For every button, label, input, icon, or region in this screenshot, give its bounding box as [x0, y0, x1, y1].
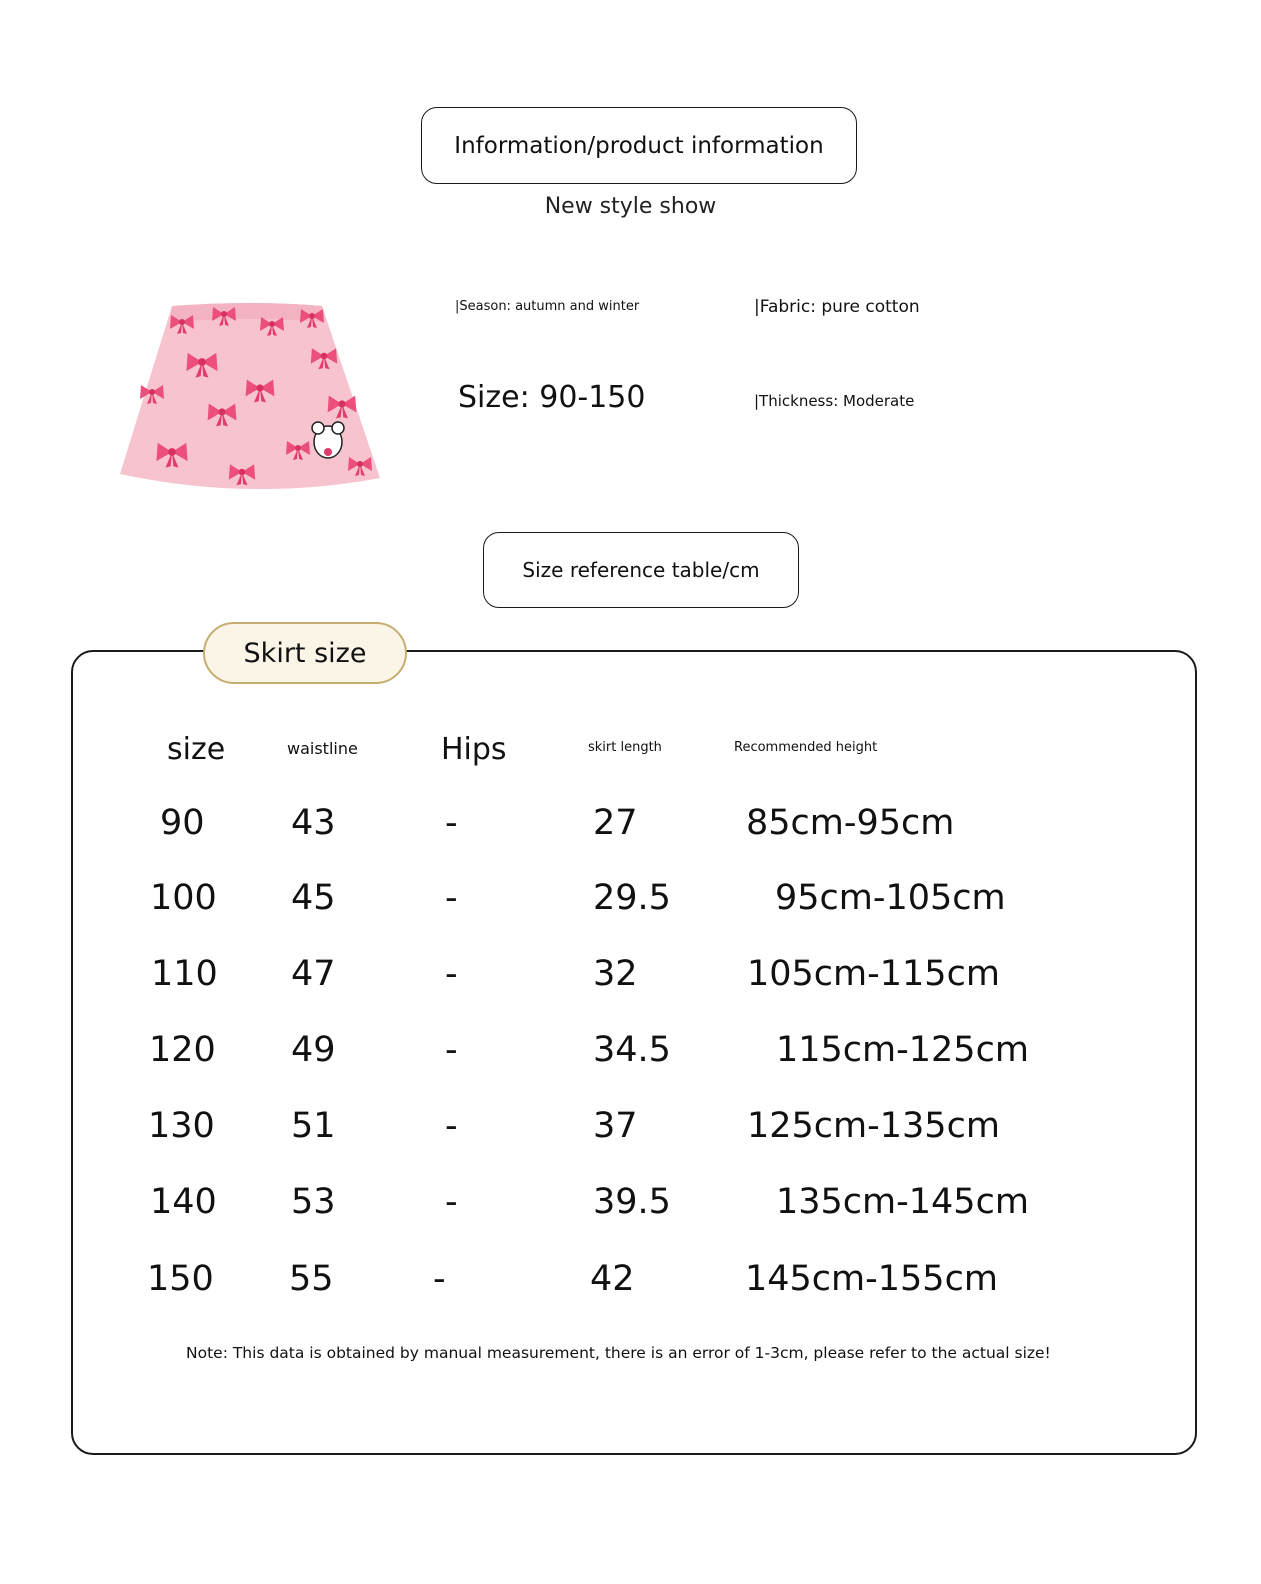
size-cell: 130 — [148, 1106, 215, 1146]
fabric-spec: |Fabric: pure cotton — [754, 297, 920, 317]
column-header-skirt-length: skirt length — [588, 740, 662, 755]
skirt-length-cell: 29.5 — [593, 878, 671, 918]
waistline-cell: 53 — [291, 1182, 336, 1222]
subtitle: New style show — [544, 194, 717, 219]
column-header-recommended-height: Recommended height — [734, 740, 878, 755]
hips-cell: - — [445, 1030, 458, 1070]
size-reference-title: Size reference table/cm — [522, 558, 760, 582]
waistline-cell: 43 — [291, 803, 336, 843]
hips-cell: - — [445, 1182, 458, 1222]
size-cell: 100 — [150, 878, 217, 918]
recommended-height-cell: 85cm-95cm — [746, 803, 955, 843]
column-header-waistline: waistline — [287, 739, 358, 758]
info-title-box — [421, 107, 857, 184]
skirt-length-cell: 37 — [593, 1106, 638, 1146]
recommended-height-cell: 125cm-135cm — [747, 1106, 1000, 1146]
skirt-length-cell: 32 — [593, 954, 638, 994]
waistline-cell: 49 — [291, 1030, 336, 1070]
hips-cell: - — [433, 1259, 446, 1299]
size-cell: 140 — [150, 1182, 217, 1222]
skirt-length-cell: 42 — [590, 1259, 635, 1299]
size-cell: 110 — [151, 954, 218, 994]
recommended-height-cell: 95cm-105cm — [775, 878, 1006, 918]
recommended-height-cell: 115cm-125cm — [776, 1030, 1029, 1070]
column-header-hips: Hips — [441, 732, 507, 767]
recommended-height-cell: 145cm-155cm — [745, 1259, 998, 1299]
recommended-height-cell: 105cm-115cm — [747, 954, 1000, 994]
column-header-size: size — [167, 732, 226, 767]
waistline-cell: 51 — [291, 1106, 336, 1146]
thickness-spec: |Thickness: Moderate — [754, 392, 915, 410]
info-title: Information/product information — [454, 132, 824, 159]
recommended-height-cell: 135cm-145cm — [776, 1182, 1029, 1222]
hips-cell: - — [445, 1106, 458, 1146]
skirt-length-cell: 39.5 — [593, 1182, 671, 1222]
hips-cell: - — [445, 878, 458, 918]
hips-cell: - — [445, 954, 458, 994]
skirt-length-cell: 27 — [593, 803, 638, 843]
measurement-note: Note: This data is obtained by manual measurement, there is an error of 1-3cm, please refer to the actual size! — [186, 1344, 1051, 1362]
size-cell: 90 — [160, 803, 205, 843]
skirt-length-cell: 34.5 — [593, 1030, 671, 1070]
size-cell: 120 — [149, 1030, 216, 1070]
skirt-size-tab — [203, 622, 407, 684]
size-reference-title-box — [483, 532, 799, 608]
skirt-size-label: Skirt size — [243, 637, 367, 669]
waistline-cell: 47 — [291, 954, 336, 994]
waistline-cell: 55 — [289, 1259, 334, 1299]
waistline-cell: 45 — [291, 878, 336, 918]
size-range-spec: Size: 90-150 — [458, 380, 646, 415]
hips-cell: - — [445, 803, 458, 843]
size-cell: 150 — [147, 1259, 214, 1299]
skirt-product-image — [112, 292, 390, 508]
season-spec: |Season: autumn and winter — [455, 299, 640, 314]
